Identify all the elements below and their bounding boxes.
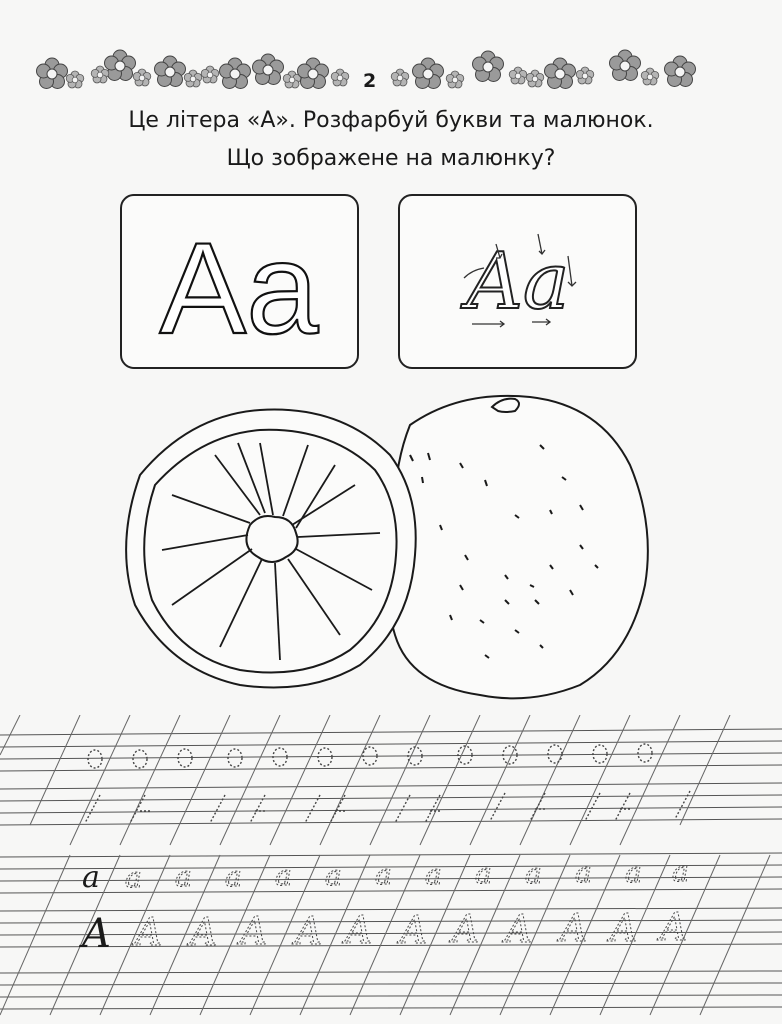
svg-text:a: a [175,860,192,893]
svg-text:A: A [190,910,218,954]
svg-text:A: A [345,908,373,952]
instruction-line-2: Що зображене на малюнку? [226,146,556,171]
handwriting-practice-area [0,715,782,1024]
svg-text:A: A [660,905,688,949]
svg-text:a: a [425,858,442,891]
trace-uppercase-a [132,905,687,954]
svg-text:a: a [525,857,542,890]
whole-orange [388,396,648,699]
orange-illustration [110,385,670,705]
cursive-letters: Aa [466,237,570,327]
svg-text:A: A [295,909,323,953]
svg-text:a: a [125,861,142,894]
flower-border [30,42,750,112]
orange-half [126,410,416,688]
svg-text:A: A [610,906,638,950]
svg-text:A: A [452,907,480,951]
instruction-line-1: Це літера «А». Розфарбуй букви та малюнок. [128,108,654,133]
svg-text:a: a [375,858,392,891]
svg-text:a: a [625,856,642,889]
page-number: 2 [363,70,377,92]
sample-letter-uppercase: A [82,911,111,957]
svg-text:a: a [225,860,242,893]
svg-text:a: a [275,859,292,892]
svg-text:a: a [475,857,492,890]
svg-text:A: A [505,907,533,951]
svg-text:A: A [240,909,268,953]
cursive-letter-card [398,194,637,369]
svg-text:a: a [575,856,592,889]
svg-text:a: a [672,855,689,888]
svg-text:A: A [400,908,428,952]
print-letters: Aa [159,215,319,361]
svg-text:a: a [325,859,342,892]
svg-text:A: A [560,906,588,950]
print-letter-card [120,194,359,369]
sample-letter-lowercase: a [82,860,100,895]
svg-text:A: A [135,910,163,954]
trace-lowercase-a [125,855,689,894]
